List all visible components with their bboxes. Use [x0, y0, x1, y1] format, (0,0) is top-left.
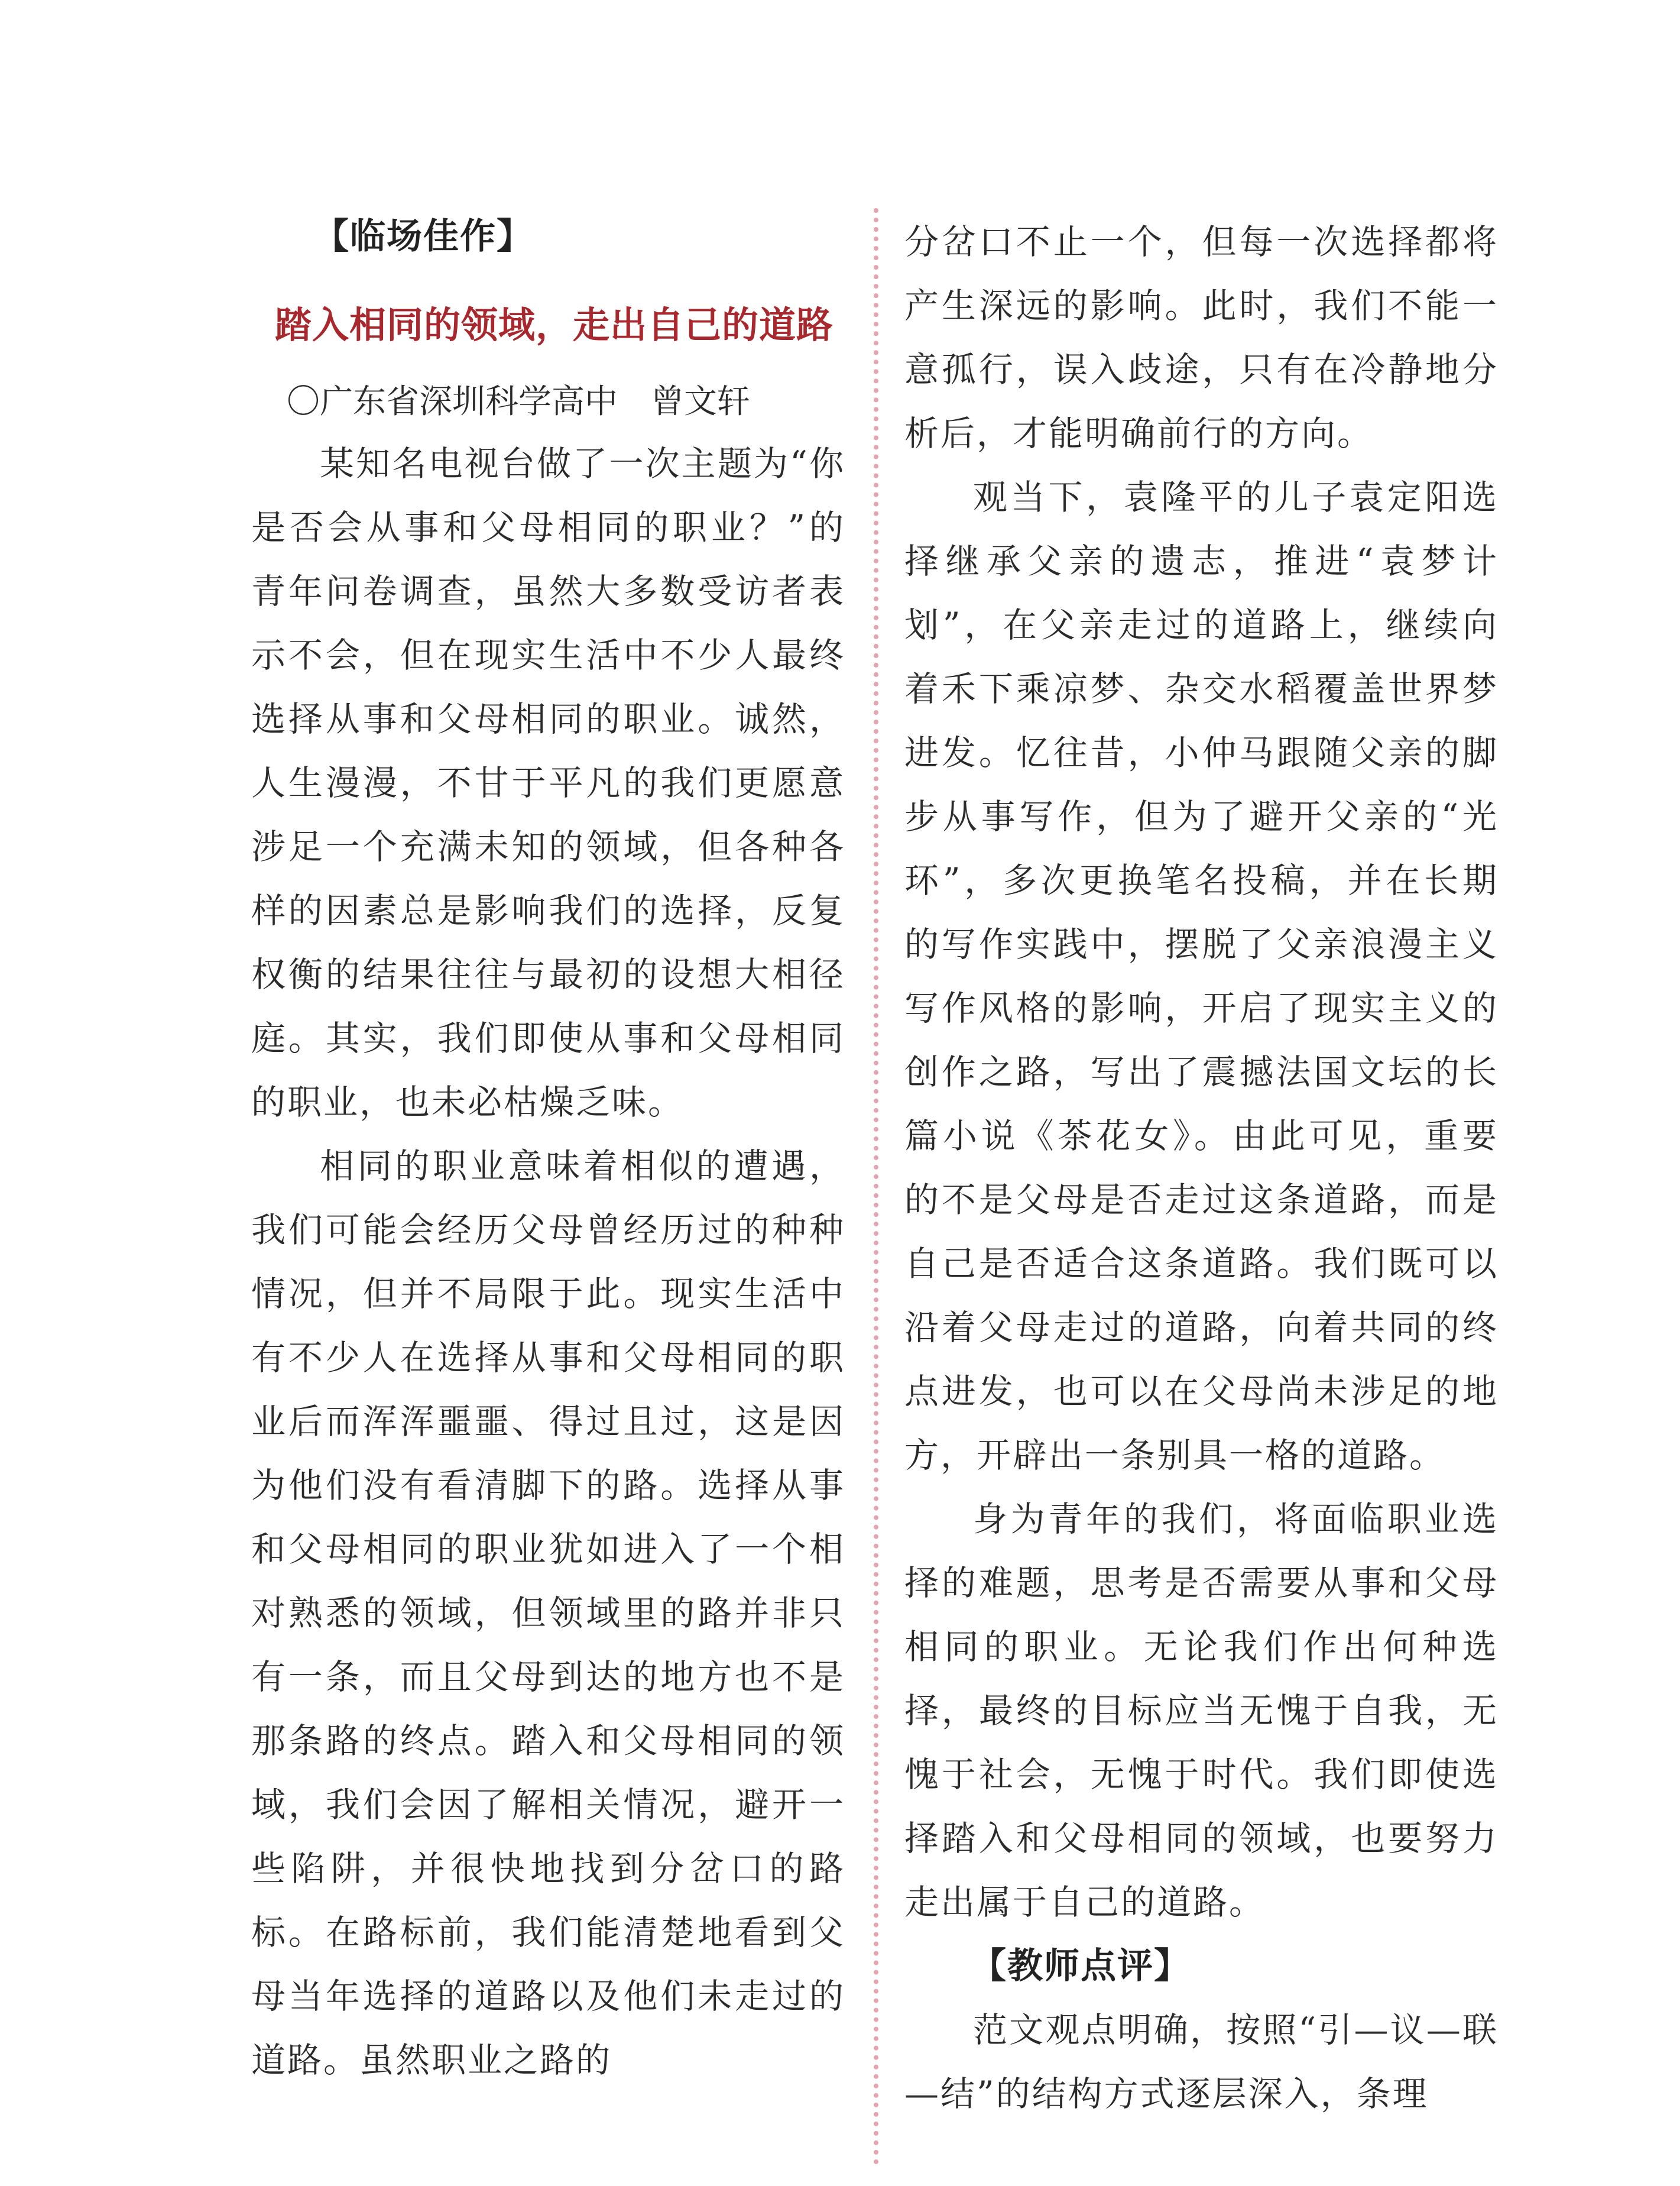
teacher-comment-text: 范文观点明确，按照“引—议—联—结”的结构方式逐层深入，条理: [904, 2010, 1499, 2114]
section-heading-teacher-comment: 【教师点评】: [971, 1945, 1191, 1987]
paragraph: 身为青年的我们，将面临职业选择的难题，思考是否需要从事和父母相同的职业。无论我们作出何种选择，最终的目标应当无愧于自我，无愧于社会，无愧于时代。我们即使选择踏入和父母相同的领域，也要努力走出属于自己的道路。: [904, 1499, 1499, 1922]
paragraph: 相同的职业意味着相似的遭遇，我们可能会经历父母曾经历过的种种情况，但并不局限于此。现实生活中有不少人在选择从事和父母相同的职业后而浑浑噩噩、得过且过，这是因为他们没有看清脚下的路。选择从事和父母相同的职业犹如进入了一个相对熟悉的领域，但领域里的路并非只有一条，而且父母到达的地方也不是那条路的终点。踏入和父母相同的领域，我们会因了解相关情况，避开一些陷阱，并很快地找到分岔口的路标。在路标前，我们能清楚地看到父母当年选择的道路以及他们未走过的道路。虽然职业之路的: [251, 1146, 845, 2080]
author-byline: 〇广东省深圳科学高中 曾文轩: [287, 383, 750, 421]
right-column: [904, 210, 1499, 2126]
paragraph-continued: 分岔口不止一个，但每一次选择都将产生深远的影响。此时，我们不能一意孤行，误入歧途，只有在冷静地分析后，才能明确前行的方向。: [904, 222, 1499, 454]
column-divider: [874, 208, 878, 2165]
paragraph: 某知名电视台做了一次主题为“你是否会从事和父母相同的职业？”的青年问卷调查，虽然大多数受访者表示不会，但在现实生活中不少人最终选择从事和父母相同的职业。诚然，人生漫漫，不甘于平凡的我们更愿意涉足一个充满未知的领域，但各种各样的因素总是影响我们的选择，反复权衡的结果往往与最初的设想大相径庭。其实，我们即使从事和父母相同的职业，也未必枯燥乏味。: [251, 443, 845, 1122]
section-heading-featured-essay: 【临场佳作】: [313, 216, 533, 257]
article-title: 踏入相同的领域，走出自己的道路: [275, 303, 834, 346]
paragraph: 观当下，袁隆平的儿子袁定阳选择继承父亲的遗志，推进“袁梦计划”，在父亲走过的道路上，继续向着禾下乘凉梦、杂交水稻覆盖世界梦进发。忆往昔，小仲马跟随父亲的脚步从事写作，但为了避开父亲的“光环”，多次更换笔名投稿，并在长期的写作实践中，摆脱了父亲浪漫主义写作风格的影响，开启了现实主义的创作之路，写出了震撼法国文坛的长篇小说《茶花女》。由此可见，重要的不是父母是否走过这条道路，而是自己是否适合这条道路。我们既可以沿着父母走过的道路，向着共同的终点进发，也可以在父母尚未涉足的地方，开辟出一条别具一格的道路。: [904, 477, 1499, 1475]
left-column: [251, 201, 845, 2092]
